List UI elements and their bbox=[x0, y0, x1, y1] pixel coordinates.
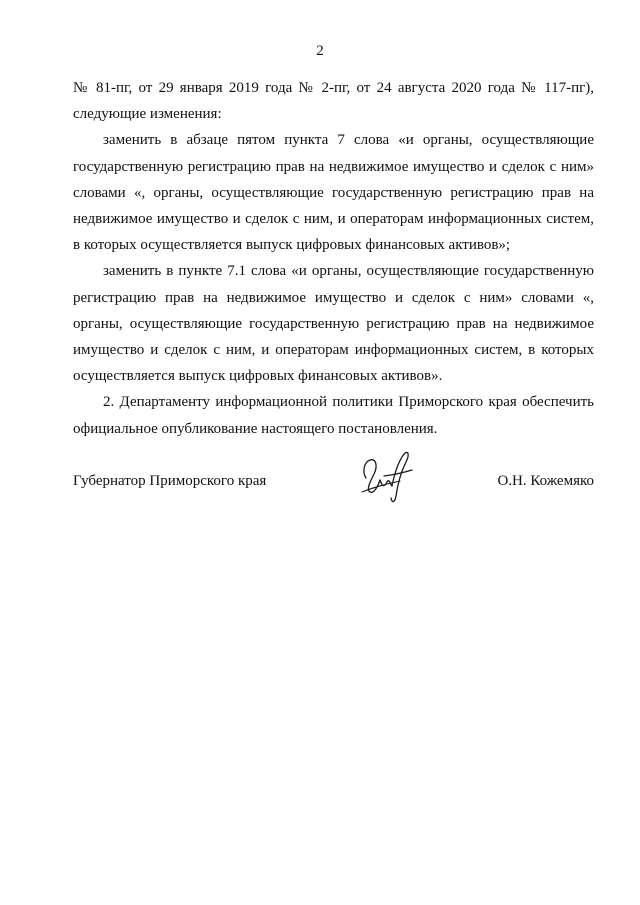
signature-block bbox=[73, 448, 594, 508]
document-body bbox=[73, 75, 594, 442]
page-number: 2 bbox=[316, 43, 324, 59]
paragraph-publication-order: 2. Департаменту информационной политики Приморского края обеспечить официальное опубликование настоящего постановления. bbox=[73, 394, 594, 437]
handwritten-signature-icon bbox=[356, 448, 418, 506]
paragraph-amendment-point-7-1: заменить в пункте 7.1 слова «и органы, осуществляющие государственную регистрацию прав на недвижимое имущество и сделок с ним» словами «, органы, осуществляющие государственную регистрацию прав на недвижимое имущество и сделок с ним, и операторам информационных систем, в которых осуществляется выпуск цифровых финансовых активов». bbox=[73, 263, 594, 385]
signatory-name: О.Н. Кожемяко bbox=[497, 473, 594, 489]
signatory-position: Губернатор Приморского края bbox=[73, 473, 267, 489]
paragraph-continuation: № 81-пг, от 29 января 2019 года № 2-пг, от 24 августа 2020 года № 117-пг), следующие изменения: bbox=[73, 80, 594, 123]
paragraph-amendment-point-7: заменить в абзаце пятом пункта 7 слова «и органы, осуществляющие государственную регистрацию прав на недвижимое имущество и сделок с ним» словами «, органы, осуществляющие государственную регистрацию прав на недвижимое имущество и сделок с ним, и операторам информационных систем, в которых осуществляется выпуск цифровых финансовых активов»; bbox=[73, 132, 594, 254]
